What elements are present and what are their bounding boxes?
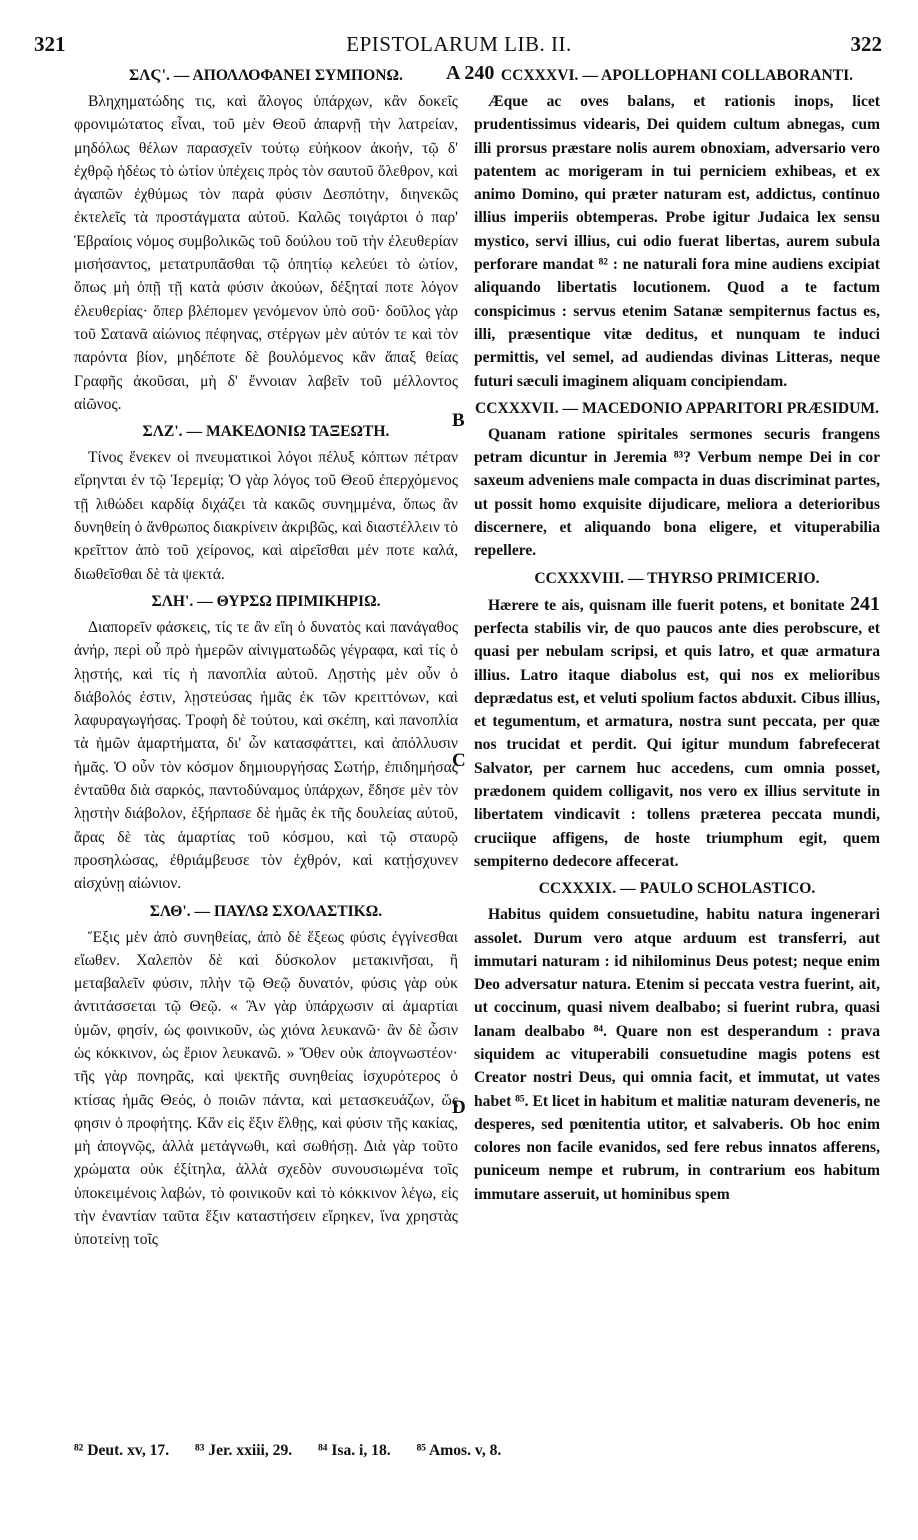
margin-marker-b: B — [452, 410, 465, 431]
footnotes — [74, 1442, 884, 1460]
margin-marker-d: D — [452, 1097, 466, 1118]
margin-marker-a: A 240 — [446, 62, 495, 84]
greek-letter-text-238: Διαπορεῖν φάσκεις, τίς τε ἂν εἴη ὁ δυνατὸς καὶ πανάγαθος ἀνήρ, περὶ οὗ πρὸ ἡμερῶν αἰνιγματωδῶς γέγραφα, καὶ τίς ὁ λῃστής, καὶ τίς ἡ πανοπλία αὐτοῦ. Λῃστὴς μὲν οὖν ὁ διάβολός ἐστιν, λῃστεύσας ἡμᾶς ἐκ τῶν κρειττόνων, καὶ λαφυραγωγήσας. Τροφὴ δὲ τούτου, καὶ σκέπη, καὶ πανοπλία τὰ ἡμῶν ἁμαρτήματα, δι' ὧν κατασφάττει, καὶ ἀπόλλυσιν ἡμᾶς. Ὁ οὖν τὸν κόσμον δημιουργήσας Σωτήρ, ἐπιδημήσας ἐνταῦθα διὰ σαρκός, παντοδύναμος ὑπάρχων, ἔδησε μὲν τὸν λῃστὴν διάβολον, ἐξήρπασε δὲ ἡμᾶς ἐκ τῆς δουλείας αὐτοῦ, ἄρας δὲ τὰς ἁμαρτίας τοῦ κόσμου, καὶ τῷ σταυρῷ προσηλώσας, ἐθριάμβευσε τὸν ἐχθρόν, καὶ κατῄσχυνεν αἰσχύνῃ αἰώνιον. — [74, 618, 458, 893]
footnote: ⁸⁵ Amos. v, 8. — [416, 1442, 502, 1459]
latin-letter-text-237: Quanam ratione spiritales sermones securis frangens petram dicuntur in Jeremia ⁸³? Verbum nempe Dei in cor saxeum adveniens male compacta in duas discriminat partes, ut possit homo exquisite dijudicare, meliora a deterioribus discernere, et aliquando bona eligere, et vituperabilia repellere. — [474, 425, 880, 560]
latin-letter-title-239: CCXXXIX. — PAULO SCHOLASTICO. — [538, 880, 816, 898]
greek-letter-title-237: ΣΛΖ'. — ΜΑΚΕΔΟΝΙΩ ΤΑΞΕΩΤΗ. — [142, 423, 390, 441]
latin-letter-text-236: Æque ac oves balans, et rationis inops, licet prudentissimus videaris, Dei quidem cultum abnegas, cum illi prorsus præstare nolis aurem obnoxiam, adversario vero patentem ac morigeram in tui perniciem exhibeas, et ex animo Domino, qui præter naturam est, addictus, continuo illius imperiis obtemperas. Probe igitur Judaica lex sensu mystico, servi illius, cui odio fuerat libertas, aurem subula perforare mandat ⁸² : ne naturali fora mine audiens excipiat aliquando libertatis locutionem. Quod a te factum conspicimus : servus etenim Satanæ sempiternus factus es, illi, præsentique vitæ deditus, et nunquam te induci permittis, vel semel, ad audiendas divinas Litteras, neque futuri sæculi imaginem aliquam concipiendam. — [474, 93, 880, 390]
latin-letter-title-236: CCXXXVI. — APOLLOPHANI COLLABORANTI. — [500, 67, 854, 84]
left-page-number: 321 — [34, 32, 66, 56]
latin-letter-text-238 — [474, 593, 880, 874]
latin-letter-title-237: CCXXXVII. — MACEDONIO APPARITORI PRÆSIDUM. — [474, 399, 879, 417]
right-page-number: 322 — [850, 32, 882, 56]
greek-letter-text-237: Τίνος ἕνεκεν οἱ πνευματικοὶ λόγοι πέλυξ κόπτων πέτραν εἴρηνται ἐν τῷ Ἱερεμίᾳ; Ὁ γὰρ λόγος τοῦ Θεοῦ ἐπερχόμενος τῇ λιθώδει καρδίᾳ διχάζει τὰ κακῶς συνημμένα, ὅπως ἂν δυνηθείη ὁ ἄνθρωπος διακρίνειν ἀκριβῶς, καὶ διαστέλλειν τὸ κρεῖττον ἀπὸ τοῦ χείρονος, καὶ αἱρεῖσθαι μέν ποτε καλά, διωθεῖσθαι δὲ τὰ ψεκτά. — [74, 449, 458, 583]
greek-letter-title-238: ΣΛΗ'. — ΘΥΡΣΩ ΠΡΙΜΙΚΗΡΙΩ. — [151, 592, 381, 610]
latin-text-238-rest: perfecta stabilis vir, de quo paucos ante dies perobscure, et quasi per nebulam scripsi, et quis latro, et quæ armatura illius. Latro itaque diabolus est, qui nos ex melioribus deprædatus est, et veluti spolium factos abduxit. Cibus illius, et tegumentum, et armatura, nostra sunt peccata, per quæ nos trucidat et perdit. Qui igitur mundum fabrefecerat Salvator, per carnem huc accedens, cum omnia posset, prædonem quidem colligavit, nos vero ex illius servitute in libertatem vindicavit : tollens præterea peccata mundi, cruciique affigens, de hoste triumphum egit, quem sempiterno dedecore affecerat. — [474, 619, 880, 870]
latin-letter-text-239: Habitus quidem consuetudine, habitu natura ingenerari assolet. Durum vero atque arduum est transferri, aut immutari naturam : id nihilominus Deus potest; neque enim Deo adversatur natura. Etenim si peccata vestra fuerint, ait, ut coccinum, quasi nivem dealbabo; si fuerint rubra, quasi lanam dealbabo ⁸⁴. Quare non est desperandum : prava siquidem ac vituperabili consuetudine magis potens est Creator nostri Deus, qui omnia facit, et immutat, ut vates habet ⁸⁵. Et licet in habitum et malitiæ naturam deveneris, ne desperes, sed pœnitentia utitor, et salvaberis. Ob hoc enim colores non facile evanidos, sed fere rebus innatos afferens, puniceum nempe et rubrum, in contrarium eos habitum immutare asseruit, ut hominibus spem — [474, 906, 880, 1203]
latin-column — [474, 64, 880, 1206]
footnote: ⁸⁴ Isa. i, 18. — [318, 1442, 391, 1459]
latin-text-238-start: Hærere te ais, quisnam ille fuerit potens, et bonitate — [488, 596, 845, 614]
greek-letter-title-239: ΣΛΘ'. — ΠΑΥΛΩ ΣΧΟΛΑΣΤΙΚΩ. — [149, 902, 383, 920]
greek-letter-text-239: Ἕξις μὲν ἀπὸ συνηθείας, ἀπὸ δὲ ἕξεως φύσις ἐγγίνεσθαι εἴωθεν. Χαλεπὸν δὲ καὶ δύσκολον μετακινῆσαι, ἢ μεταβαλεῖν φύσιν, πλὴν τῷ Θεῷ δυνατόν, φύσις γὰρ οὐκ ἀντιτάσσεται τῷ Θεῷ. « Ἂν γὰρ ὑπάρχωσιν αἱ ἁμαρτίαι ὑμῶν, φησίν, ὡς φοινικοῦν, ὡς χιόνα λευκανῶ· ἂν δὲ ὦσιν ὡς κόκκινον, ὡς ἔριον λευκανῶ. » Ὅθεν οὐκ ἀπογνωστέον· τῆς γὰρ πονηρᾶς, καὶ ψεκτῆς συνηθείας ἰσχυρότερος ὁ κτίσας ἡμᾶς Θεός, ὁ ποιῶν πάντα, καὶ μετασκευάζων, ὥς φησιν ὁ προφήτης. Κἂν εἰς ἕξιν ἔλθῃς, καὶ φύσιν τῆς κακίας, μὴ ἀπογνῷς, ἀλλὰ μετάγνωθι, καὶ σωθήσῃ. Διὰ γὰρ τοῦτο χρώματα οὐκ ἐξίτηλα, ἀλλὰ σχεδὸν συνουσιωμένα τοῖς ὑποκειμένοις λαβών, τὸ φοινικοῦν καὶ τὸ κόκκινον λέγω, εἰς τὴν ἐναντίαν ταῦτα ἕξιν καταστήσειν εἴρηκεν, ἵνα χρηστὰς ὑποτείνῃ τοῖς — [74, 928, 458, 1249]
latin-letter-title-238: CCXXXVIII. — THYRSO PRIMICERIO. — [534, 569, 820, 587]
greek-letter-title-236: ΣΛϚ'. — ΑΠΟΛΛΟΦΑΝΕΙ ΣΥΜΠΟΝΩ. — [129, 67, 403, 84]
folio-number: 241 — [850, 592, 880, 615]
margin-marker-c: C — [452, 750, 466, 771]
greek-letter-text-236: Βληχηματώδης τις, καὶ ἄλογος ὑπάρχων, κἂν δοκεῖς φρονιμώτατος εἶναι, τοῦ μὲν Θεοῦ ἀπαρνῇ τὴν λατρείαν, μηδόλως θέλων παρασχεῖν τούτῳ εὐήκοον ἀκοήν, τῷ δ' ἐχθρῷ ἡδέως τὸ ὠτίον ὑπέχεις πρὸς τὸν σαυτοῦ ὄλεθρον, καὶ ἀγαπῶν ἐχθύμως τὸν παρὰ φύσιν Δεσπότην, διηνεκῶς ἐκτελεῖς τὰ προστάγματα αὐτοῦ. Καλῶς τοιγάρτοι ὁ παρ' Ἑβραίοις νόμος συμβολικῶς τοῦ δούλου τοῦ τὴν ἐλευθερίαν μισήσαντος, μετατρυπᾶσθαι τῷ ὀπητίῳ κελεύει τὸ ὠτίον, ὅπως μὴ ὀπῇ τῇ κατὰ φύσιν ἀκούων, δέξηταί ποτε λόγον ἐλευθερίας· ὅπερ βλέπομεν γενόμενον ὑπὸ σοῦ· δοῦλος γὰρ τοῦ Σατανᾶ αἰώνιος πέφηνας, στέργων μὲν αὐτόν τε καὶ τὸν παρόντα βίον, μηδέποτε δὲ βουλόμενος κἂν ἅπαξ θείας Γραφῆς ἀκοῦσαι, μὴ δ' ἔννοιαν λαβεῖν τοῦ μέλλοντος αἰῶνος. — [74, 93, 458, 413]
footnote: ⁸³ Jer. xxiii, 29. — [195, 1442, 293, 1459]
greek-column — [74, 64, 458, 1252]
running-title: EPISTOLARUM LIB. II. — [346, 32, 572, 56]
footnote: ⁸² Deut. xv, 17. — [74, 1442, 170, 1459]
